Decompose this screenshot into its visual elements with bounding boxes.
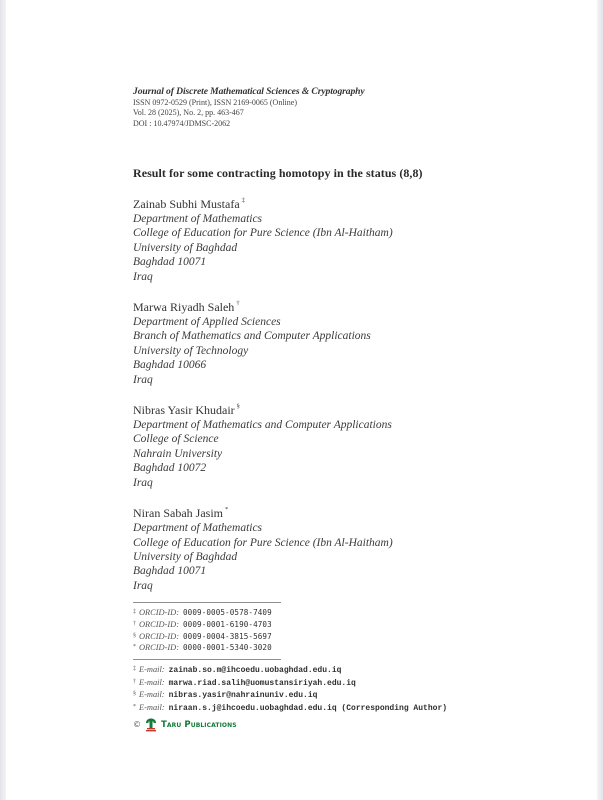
footnote-marker: † <box>133 678 136 685</box>
footnote-marker: ‡ <box>133 609 136 616</box>
email-value[interactable]: niraan.s.j@ihcoedu.uobaghdad.edu.iq (Corresponding Author) <box>168 704 448 714</box>
orcid-footnote <box>133 642 553 654</box>
affiliation-department: Department of Mathematics <box>133 213 263 225</box>
orcid-label: ORCID-ID: <box>139 631 180 641</box>
publisher-line <box>133 718 553 732</box>
affiliation-branch: Branch of Mathematics and Computer Applications <box>133 330 371 343</box>
orcid-footnotes <box>133 607 553 654</box>
orcid-label: ORCID-ID: <box>139 643 180 653</box>
email-value[interactable]: zainab.so.m@ihcoedu.uobaghdad.edu.iq <box>168 665 342 675</box>
email-footnote <box>133 677 553 690</box>
copyright-symbol: © <box>133 720 141 730</box>
publisher-name: Taru Publications <box>161 719 237 730</box>
author-list <box>133 193 553 593</box>
author-marker: † <box>236 300 240 308</box>
email-footnote <box>133 664 553 677</box>
affiliation-country: Iraq <box>133 270 153 283</box>
affiliation-department: Department of Mathematics <box>133 522 263 535</box>
footnote-marker: * <box>133 704 136 711</box>
author-block <box>133 193 553 284</box>
footnote-divider <box>133 659 281 660</box>
orcid-value: 0009-0001-6190-4703 <box>183 619 272 629</box>
footnote-marker: ‡ <box>133 665 136 672</box>
affiliation-college: College of Science <box>133 433 219 446</box>
orcid-label: ORCID-ID: <box>139 608 180 618</box>
affiliation-university: University of Baghdad <box>133 550 238 563</box>
tree-logo-icon <box>144 718 158 732</box>
author-name-text: Zainab Subhi Mustafa <box>133 197 240 211</box>
email-label: E-mail: <box>139 677 165 687</box>
author-name-text: Nibras Yasir Khudair <box>133 403 235 418</box>
affiliation-city: Baghdad 10066 <box>133 359 207 372</box>
footnote-marker: * <box>133 644 136 651</box>
email-label: E-mail: <box>139 703 165 713</box>
affiliation-country: Iraq <box>133 373 153 386</box>
email-value[interactable]: marwa.riad.salih@uomustansiriyah.edu.iq <box>168 678 356 688</box>
orcid-footnote <box>133 619 553 631</box>
affiliation-department: Department of Applied Sciences <box>133 316 281 329</box>
footnote-marker: § <box>133 632 136 639</box>
orcid-value: 0009-0005-0578-7409 <box>183 608 272 618</box>
affiliation-city: Baghdad 10071 <box>133 256 207 269</box>
author-name <box>133 296 553 315</box>
affiliation-college: College of Education for Pure Science (Ibn Al-Haitham) <box>133 227 393 240</box>
footnote-marker: § <box>133 691 136 698</box>
author-name <box>133 399 553 418</box>
paper-title: Result for some contracting homotopy in the status (8,8) <box>133 166 423 180</box>
author-name <box>133 502 553 521</box>
author-block <box>133 502 553 593</box>
journal-issn: ISSN 0972-0529 (Print), ISSN 2169-0065 (Online) <box>133 97 297 107</box>
affiliation-university: University of Technology <box>133 344 249 357</box>
author-name <box>133 193 553 212</box>
page-edge-right <box>597 0 603 800</box>
affiliation-city: Baghdad 10071 <box>133 565 207 578</box>
author-name-text: Marwa Riyadh Saleh <box>133 300 235 315</box>
author-block <box>133 296 553 387</box>
footnote-divider <box>133 602 281 603</box>
orcid-footnote <box>133 607 553 619</box>
email-value[interactable]: nibras.yasir@nahrainuniv.edu.iq <box>168 691 318 701</box>
journal-volume: Vol. 28 (2025), No. 2, pp. 463-467 <box>133 108 244 117</box>
author-name-text: Niran Sabah Jasim <box>133 506 223 521</box>
author-marker: § <box>236 403 240 411</box>
orcid-value: 0009-0004-3815-5697 <box>183 631 272 641</box>
affiliation-country: Iraq <box>133 476 153 489</box>
orcid-label: ORCID-ID: <box>139 619 180 629</box>
email-label: E-mail: <box>139 664 165 674</box>
footnote-marker: † <box>133 620 136 627</box>
orcid-value: 0000-0001-5340-3020 <box>183 643 272 653</box>
affiliation-department: Department of Mathematics and Computer Applications <box>133 419 392 432</box>
email-footnote <box>133 702 553 715</box>
orcid-footnote <box>133 631 553 643</box>
affiliation-college: College of Education for Pure Science (Ibn Al-Haitham) <box>133 536 393 549</box>
author-marker: ‡ <box>241 197 245 204</box>
paper-page <box>133 87 553 732</box>
affiliation-country: Iraq <box>133 579 153 592</box>
email-footnotes <box>133 664 553 715</box>
author-block <box>133 399 553 490</box>
author-marker: * <box>224 506 229 514</box>
affiliation-city: Baghdad 10072 <box>133 462 207 475</box>
journal-doi: DOI : 10.47974/JDMSC-2062 <box>133 118 231 128</box>
email-label: E-mail: <box>139 690 165 700</box>
journal-title: Journal of Discrete Mathematical Sciences & Cryptography <box>133 86 365 97</box>
email-footnote <box>133 689 553 702</box>
page-edge-left <box>0 0 6 800</box>
journal-header <box>133 87 553 129</box>
affiliation-university: University of Baghdad <box>133 241 238 254</box>
affiliation-university: Nahrain University <box>133 447 223 460</box>
